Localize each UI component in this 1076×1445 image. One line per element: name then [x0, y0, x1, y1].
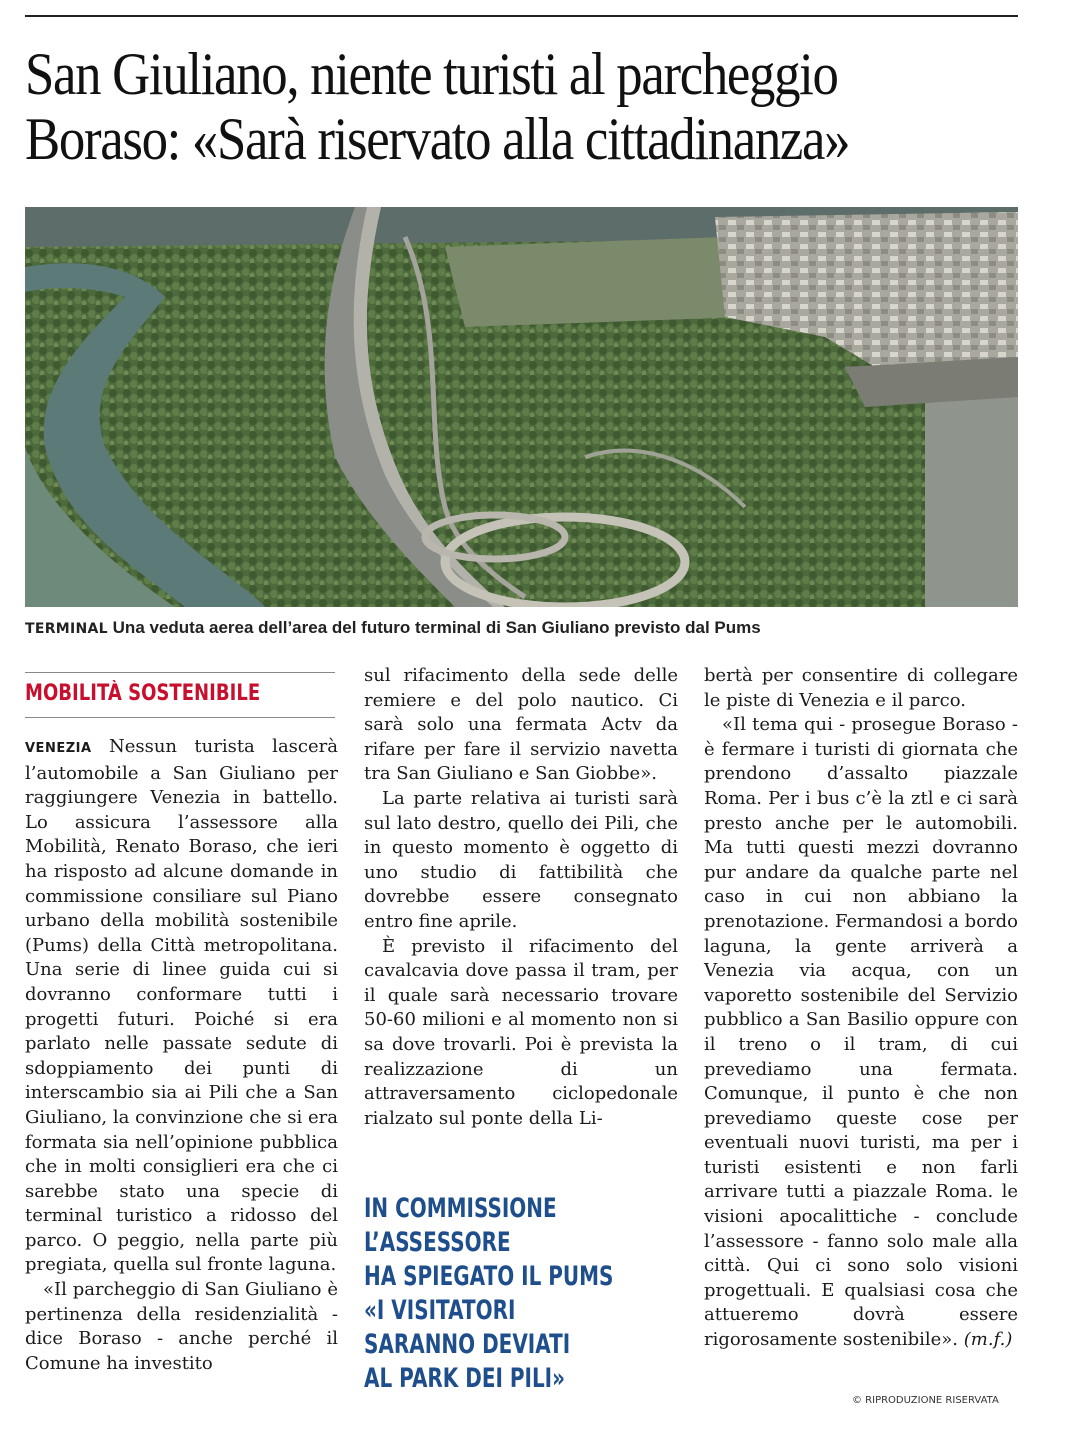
- article-paragraph-1: Nessun turista lascerà l’automobile a San Giuliano per raggiungere Venezia in battello. Lo assicura l’assessore alla Mobilità, Renato Boraso, che ieri ha risposto ad alcune domande in commissione consiliare sul Piano urbano della mobilità sostenibile (Pums) della Città metropolitana. Una serie di linee guida cui si dovranno conformare tutti i progetti futuri. Poiché si era parlato nelle passate sedute di sdoppiamento dei punti di interscambio sia ai Pili che a San Giuliano, la convinzione che si era formata sia nell’opinione pubblica che in molti consiglieri era che ci sarebbe stato una specie di terminal turistico a ridosso del parco. O peggio, nella parte più pregiata, quella sul fronte laguna.: [25, 736, 338, 1276]
- article-paragraph-3: La parte relativa ai turisti sarà sul lato destro, quello dei Pili, che in questo momento è oggetto di uno studio di fattibilità che dovrebbe essere consegnato entro fine aprile.: [364, 787, 678, 932]
- pullquote-line: IN COMMISSIONE: [364, 1193, 557, 1224]
- article-paragraph-2b: sul rifacimento della sede delle remiere e del polo nautico. Ci sarà solo una fermata Actv da rifare per fare il servizio navetta tra San Giuliano e San Giobbe».: [364, 665, 678, 785]
- photo-caption: [25, 618, 1025, 638]
- headline-line-2: Boraso: «Sarà riservato alla cittadinanza»: [25, 106, 850, 172]
- kicker-top-rule: [25, 672, 335, 673]
- pullquote-line: AL PARK DEI PILI»: [364, 1363, 566, 1394]
- pullquote-line: «I VISITATORI: [364, 1295, 516, 1326]
- article-paragraph-4a: È previsto il rifacimento del cavalcavia dove passa il tram, per il quale sarà necessario trovare 50-60 milioni e al momento non si sa dove trovarli. Poi è prevista la realizzazione di un attraversamento ciclopedonale rialzato sul ponte della Li-: [364, 935, 678, 1129]
- headline-line-1: San Giuliano, niente turisti al parcheggio: [25, 41, 838, 107]
- article-column-3: [704, 664, 1018, 1353]
- article-paragraph-2a: «Il parcheggio di San Giuliano è pertinenza della residenzialità - dice Boraso - anche perché il Comune ha investito: [25, 1279, 338, 1374]
- section-kicker: MOBILITÀ SOSTENIBILE: [25, 681, 261, 706]
- caption-tag: TERMINAL: [25, 621, 108, 637]
- pullquote: [364, 1192, 684, 1396]
- aerial-photo: [25, 207, 1018, 607]
- article-paragraph-5: «Il tema qui - prosegue Boraso - è fermare i turisti di giornata che prendono d’assalto piazzale Roma. Per i bus c’è la ztl e ci sarà presto anche per le automobili. Ma tutti questi mezzi dovranno pur andare da qualche parte nel caso in cui non abbiano la prenotazione. Fermandosi a bordo laguna, la gente arriverà a Venezia via acqua, con un vaporetto sostenibile del Servizio pubblico a San Basilio oppure con il treno o il tram, di cui prevediamo una fermata. Comunque, il punto è che non prevediamo queste cose per eventuali nuovi turisti, ma per i turisti esistenti e non farli arrivare tutti a piazzale Roma. le visioni apocalittiche - conclude l’assessore - fanno solo male alla città. Qui ci sono solo visioni progettuali. E qualsiasi cosa che attueremo dovrà essere rigorosamente sostenibile».: [704, 714, 1018, 1351]
- headline: [25, 42, 1025, 172]
- pullquote-line: SARANNO DEVIATI: [364, 1329, 571, 1360]
- kicker-rule: [25, 717, 335, 718]
- pullquote-line: HA SPIEGATO IL PUMS: [364, 1261, 614, 1292]
- copyright-notice: © RIPRODUZIONE RISERVATA: [852, 1395, 999, 1406]
- aerial-photo-icon: [25, 207, 1018, 607]
- caption-text: Una veduta aerea dell’area del futuro terminal di San Giuliano previsto dal Pums: [112, 618, 761, 637]
- top-rule: [25, 15, 1018, 17]
- dateline: VENEZIA: [25, 741, 92, 756]
- byline: (m.f.): [963, 1329, 1013, 1351]
- article-paragraph-4b: bertà per consentire di collegare le piste di Venezia e il parco.: [704, 665, 1018, 711]
- article-column-2: [364, 664, 678, 1131]
- article-column-1: [25, 735, 338, 1376]
- pullquote-line: L’ASSESSORE: [364, 1227, 511, 1258]
